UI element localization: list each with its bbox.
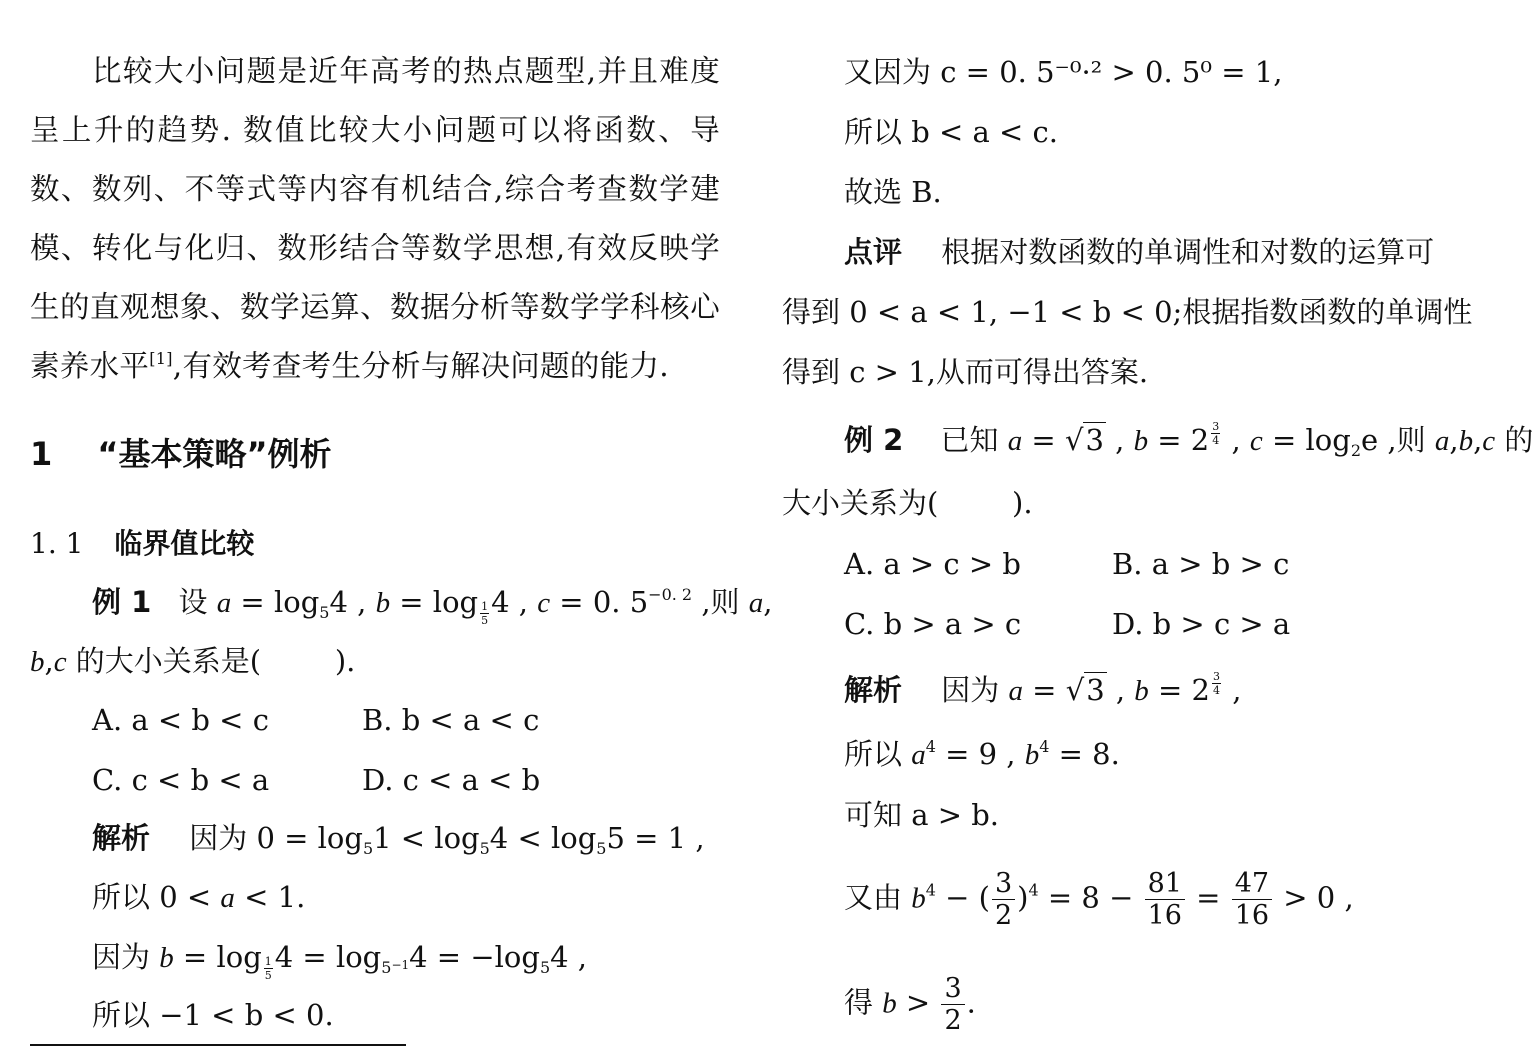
section-title: “基本策略”例析 <box>97 435 332 473</box>
comment-line-1 <box>844 232 1434 272</box>
right-line-c: 又因为 c = 0. 5⁻⁰·² > 0. 5⁰ = 1, <box>844 55 1283 89</box>
analysis-label: 解析 <box>92 821 151 855</box>
example-1-statement: 例 1 设 $a = \log_54$ , b = log $_{\frac{1}{5}}$ 4 , c = 0. $5^{-0. 2}$ ,则 a, <box>92 585 773 627</box>
example-2-statement: 例 2 已知 a = √3 , b = 2 $^{\frac{3}{4}}$ , $c = \log_2e$ ,则 a,b,c 的 <box>844 420 1533 460</box>
option-c: C. c < b < a <box>92 763 270 797</box>
footnote-divider <box>30 1044 406 1046</box>
intro-tail: ,有效考查考生分析与解决问题的能力. <box>172 349 669 383</box>
analysis-line-3: 因为 b = log $_{\frac{1}{5}}$ $4 = \log_{5^{-1}}4 = -\log_54$ , <box>92 940 588 982</box>
analysis-line-1: 解析 因为 $0 = \log_51 < \log_54 < \log_55 = 1$ , <box>92 821 705 858</box>
comment-text-1: 根据对数函数的单调性和对数的运算可 <box>941 235 1435 269</box>
intro-paragraph <box>30 42 720 396</box>
section-heading <box>30 434 331 474</box>
intro-text: 比较大小问题是近年高考的热点题型,并且难度呈上升的趋势. 数值比较大小问题可以将函数、导数、数列、不等式等内容有机结合,综合考查数学建模、转化与化归、数形结合等数学思想,有效反映学生的直观想象、数学运算、数据分析等数学学科核心素养水平 <box>30 54 720 383</box>
comment-label: 点评 <box>844 235 903 269</box>
comment-line-3: 得到 c > 1,从而可得出答案. <box>782 355 1149 389</box>
ex2-analysis-line-1: 解析 因为 a = √3 , b = 2 $^{\frac{3}{4}}$ , <box>844 670 1242 707</box>
ex2-option-c: C. b > a > c <box>844 607 1022 641</box>
ex2-analysis-line-5: 得 b > $\frac{3}{2}$ . <box>844 973 976 1036</box>
subsection-number: 1. 1 <box>30 527 84 560</box>
analysis-line-2: 所以 0 < a < 1. <box>92 880 306 914</box>
subsection-heading <box>30 524 254 564</box>
analysis-line-4: 所以 −1 < b < 0. <box>92 998 334 1032</box>
option-a: A. a < b < c <box>92 703 269 737</box>
right-conclusion: 所以 b < a < c. <box>844 115 1059 149</box>
option-d: D. c < a < b <box>362 763 541 797</box>
ex2-analysis-line-2: 所以 $a^4 = 9$ , $b^4 = 8$. <box>844 737 1120 771</box>
example-1-label: 例 1 <box>92 585 152 619</box>
option-b: B. b < a < c <box>362 703 540 737</box>
ex2-analysis-label: 解析 <box>844 673 903 707</box>
example-2-label: 例 2 <box>844 423 904 457</box>
example-2-statement-2: 大小关系为( ). <box>782 486 1033 520</box>
section-number: 1 <box>30 435 53 473</box>
subsection-title: 临界值比较 <box>114 527 255 560</box>
ex2-option-b: B. a > b > c <box>1112 547 1290 581</box>
intro-citation: [1] <box>149 349 173 368</box>
ex2-analysis-line-3: 可知 a > b. <box>844 798 1000 832</box>
comment-line-2: 得到 0 < a < 1, −1 < b < 0;根据指数函数的单调性 <box>782 295 1473 329</box>
example-1-statement-2: b,c 的大小关系是( ). <box>30 644 356 678</box>
ex2-option-d: D. b > c > a <box>1112 607 1291 641</box>
right-choice: 故选 B. <box>844 175 942 209</box>
ex2-analysis-line-4: 又由 $b^4$ − ( $\frac{3}{2}$ )$^4$ = 8 − $\frac{81}{16}$ = $\frac{47}{16}$ > 0 , <box>844 868 1354 931</box>
ex2-option-a: A. a > c > b <box>844 547 1021 581</box>
